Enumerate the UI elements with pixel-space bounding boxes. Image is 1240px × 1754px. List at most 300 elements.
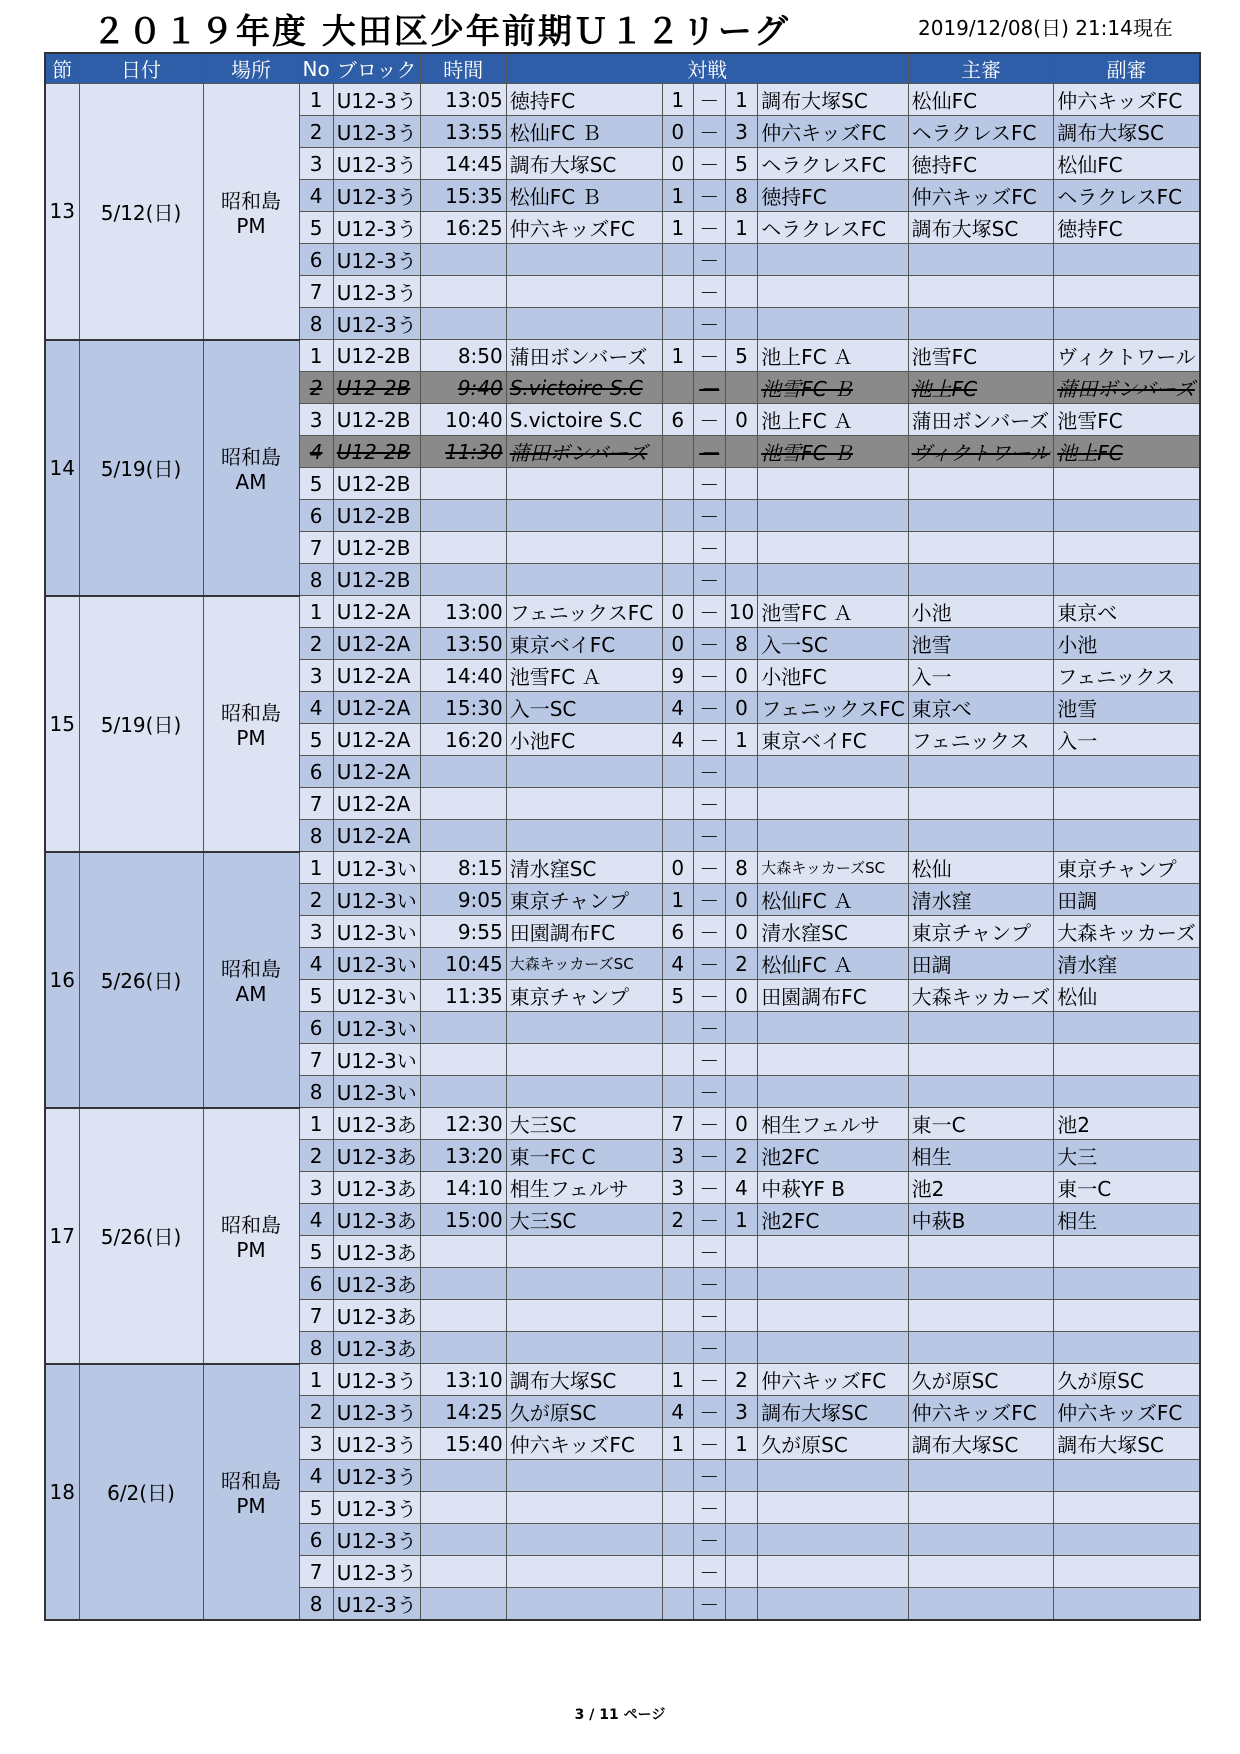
home-team: 東一FC C bbox=[506, 1140, 662, 1172]
col-assistant: 副審 bbox=[1054, 53, 1200, 84]
assistant-referee bbox=[1054, 308, 1200, 340]
away-team: 池雪FC Ｂ bbox=[758, 372, 908, 404]
assistant-referee bbox=[1054, 1012, 1200, 1044]
score-separator: － bbox=[693, 1364, 725, 1396]
home-team: 大三SC bbox=[506, 1108, 662, 1140]
away-team: 調布大塚SC bbox=[758, 1396, 908, 1428]
assistant-referee: 松仙 bbox=[1054, 980, 1200, 1012]
score-separator: － bbox=[693, 1204, 725, 1236]
away-score: 2 bbox=[725, 1140, 757, 1172]
home-score bbox=[662, 1300, 693, 1332]
referee: 入一 bbox=[908, 660, 1054, 692]
round-number: 16 bbox=[45, 852, 79, 1108]
referee bbox=[908, 1268, 1054, 1300]
kickoff-time bbox=[420, 1332, 506, 1364]
assistant-referee bbox=[1054, 788, 1200, 820]
away-score bbox=[725, 756, 757, 788]
block-name: U12-3う bbox=[333, 308, 420, 340]
score-separator: － bbox=[693, 1332, 725, 1364]
kickoff-time bbox=[420, 564, 506, 596]
score-separator: － bbox=[693, 1300, 725, 1332]
kickoff-time: 8:15 bbox=[420, 852, 506, 884]
score-separator: － bbox=[693, 1396, 725, 1428]
home-team bbox=[506, 468, 662, 500]
block-name: U12-3う bbox=[333, 1556, 420, 1588]
home-score bbox=[662, 500, 693, 532]
away-score: 0 bbox=[725, 404, 757, 436]
block-name: U12-2B bbox=[333, 404, 420, 436]
kickoff-time: 10:45 bbox=[420, 948, 506, 980]
match-row bbox=[45, 852, 1200, 884]
col-time: 時間 bbox=[420, 53, 506, 84]
match-no: 1 bbox=[299, 596, 333, 628]
assistant-referee bbox=[1054, 244, 1200, 276]
score-separator: － bbox=[693, 884, 725, 916]
home-team: 相生フェルサ bbox=[506, 1172, 662, 1204]
away-team bbox=[758, 1460, 908, 1492]
score-separator: － bbox=[693, 1236, 725, 1268]
away-team bbox=[758, 1268, 908, 1300]
match-no: 4 bbox=[299, 692, 333, 724]
block-name: U12-2B bbox=[333, 532, 420, 564]
home-team: 松仙FC Ｂ bbox=[506, 116, 662, 148]
assistant-referee: 池2 bbox=[1054, 1108, 1200, 1140]
away-score bbox=[725, 372, 757, 404]
round-venue: 昭和島 PM bbox=[203, 84, 299, 340]
kickoff-time: 10:40 bbox=[420, 404, 506, 436]
block-name: U12-3う bbox=[333, 1428, 420, 1460]
score-separator: － bbox=[693, 532, 725, 564]
round-date: 5/26(日) bbox=[79, 1108, 203, 1364]
home-score: 4 bbox=[662, 948, 693, 980]
home-team bbox=[506, 756, 662, 788]
away-team: 小池FC bbox=[758, 660, 908, 692]
assistant-referee bbox=[1054, 1556, 1200, 1588]
block-name: U12-3あ bbox=[333, 1108, 420, 1140]
away-team bbox=[758, 756, 908, 788]
referee bbox=[908, 564, 1054, 596]
referee: 池雪FC bbox=[908, 340, 1054, 372]
assistant-referee: 田調 bbox=[1054, 884, 1200, 916]
referee bbox=[908, 308, 1054, 340]
home-score: 4 bbox=[662, 1396, 693, 1428]
match-no: 3 bbox=[299, 404, 333, 436]
match-row bbox=[45, 84, 1200, 116]
score-separator: － bbox=[693, 276, 725, 308]
assistant-referee bbox=[1054, 820, 1200, 852]
referee: 調布大塚SC bbox=[908, 1428, 1054, 1460]
away-score bbox=[725, 1012, 757, 1044]
match-no: 2 bbox=[299, 116, 333, 148]
match-no: 7 bbox=[299, 1556, 333, 1588]
kickoff-time: 14:10 bbox=[420, 1172, 506, 1204]
score-separator: － bbox=[693, 596, 725, 628]
kickoff-time bbox=[420, 1460, 506, 1492]
away-score bbox=[725, 788, 757, 820]
score-separator: － bbox=[693, 1524, 725, 1556]
away-team bbox=[758, 1332, 908, 1364]
col-no: No bbox=[299, 53, 333, 84]
away-score: 1 bbox=[725, 84, 757, 116]
match-no: 1 bbox=[299, 852, 333, 884]
kickoff-time bbox=[420, 276, 506, 308]
score-separator: － bbox=[693, 1012, 725, 1044]
kickoff-time bbox=[420, 500, 506, 532]
referee: 松仙FC bbox=[908, 84, 1054, 116]
away-team bbox=[758, 1076, 908, 1108]
home-team bbox=[506, 1492, 662, 1524]
home-score: 7 bbox=[662, 1108, 693, 1140]
match-no: 6 bbox=[299, 1268, 333, 1300]
away-score bbox=[725, 1588, 757, 1621]
match-no: 6 bbox=[299, 244, 333, 276]
block-name: U12-2A bbox=[333, 820, 420, 852]
assistant-referee: 蒲田ボンバーズ bbox=[1054, 372, 1200, 404]
block-name: U12-2A bbox=[333, 756, 420, 788]
away-team: 池雪FC Ｂ bbox=[758, 436, 908, 468]
away-team bbox=[758, 1236, 908, 1268]
block-name: U12-3い bbox=[333, 948, 420, 980]
home-team: 田園調布FC bbox=[506, 916, 662, 948]
round-venue: 昭和島 AM bbox=[203, 852, 299, 1108]
home-score: 2 bbox=[662, 1204, 693, 1236]
assistant-referee: フェニックス bbox=[1054, 660, 1200, 692]
assistant-referee: 入一 bbox=[1054, 724, 1200, 756]
kickoff-time bbox=[420, 1300, 506, 1332]
score-separator: － bbox=[693, 1076, 725, 1108]
referee bbox=[908, 1460, 1054, 1492]
home-team bbox=[506, 276, 662, 308]
score-separator: － bbox=[693, 148, 725, 180]
home-score: 3 bbox=[662, 1172, 693, 1204]
away-score bbox=[725, 308, 757, 340]
away-team bbox=[758, 788, 908, 820]
away-score bbox=[725, 1556, 757, 1588]
block-name: U12-2A bbox=[333, 724, 420, 756]
home-score bbox=[662, 788, 693, 820]
home-score: 0 bbox=[662, 852, 693, 884]
home-team bbox=[506, 788, 662, 820]
updated-timestamp: 2019/12/08(日) 21:14現在 bbox=[918, 16, 1173, 40]
home-score: 0 bbox=[662, 628, 693, 660]
home-team: 入一SC bbox=[506, 692, 662, 724]
home-team: 東京チャンプ bbox=[506, 980, 662, 1012]
block-name: U12-3い bbox=[333, 916, 420, 948]
home-team: 東京ベイFC bbox=[506, 628, 662, 660]
score-separator: － bbox=[693, 1588, 725, 1621]
referee: 田調 bbox=[908, 948, 1054, 980]
score-separator: － bbox=[693, 980, 725, 1012]
match-no: 3 bbox=[299, 660, 333, 692]
block-name: U12-3う bbox=[333, 1492, 420, 1524]
score-separator: － bbox=[693, 436, 725, 468]
home-team bbox=[506, 1012, 662, 1044]
assistant-referee: 仲六キッズFC bbox=[1054, 1396, 1200, 1428]
match-no: 6 bbox=[299, 1524, 333, 1556]
round-venue: 昭和島 PM bbox=[203, 1364, 299, 1621]
block-name: U12-3う bbox=[333, 180, 420, 212]
schedule-table bbox=[44, 52, 1201, 1621]
round-number: 15 bbox=[45, 596, 79, 852]
kickoff-time bbox=[420, 1524, 506, 1556]
assistant-referee bbox=[1054, 1460, 1200, 1492]
match-no: 2 bbox=[299, 372, 333, 404]
score-separator: － bbox=[693, 1460, 725, 1492]
kickoff-time bbox=[420, 1556, 506, 1588]
away-score: 2 bbox=[725, 1364, 757, 1396]
away-score bbox=[725, 1268, 757, 1300]
match-no: 5 bbox=[299, 980, 333, 1012]
referee: ヴィクトワール bbox=[908, 436, 1054, 468]
score-separator: － bbox=[693, 340, 725, 372]
block-name: U12-3あ bbox=[333, 1236, 420, 1268]
referee bbox=[908, 1524, 1054, 1556]
home-score: 4 bbox=[662, 724, 693, 756]
block-name: U12-3う bbox=[333, 212, 420, 244]
away-team: 大森キッカーズSC bbox=[758, 852, 908, 884]
score-separator: － bbox=[693, 948, 725, 980]
kickoff-time: 13:20 bbox=[420, 1140, 506, 1172]
home-score: 0 bbox=[662, 148, 693, 180]
away-team bbox=[758, 820, 908, 852]
home-score bbox=[662, 1076, 693, 1108]
score-separator: － bbox=[693, 724, 725, 756]
home-score: 6 bbox=[662, 404, 693, 436]
kickoff-time bbox=[420, 244, 506, 276]
away-score: 10 bbox=[725, 596, 757, 628]
away-score: 8 bbox=[725, 180, 757, 212]
assistant-referee: 池雪FC bbox=[1054, 404, 1200, 436]
match-no: 4 bbox=[299, 1204, 333, 1236]
match-no: 1 bbox=[299, 340, 333, 372]
score-separator: － bbox=[693, 84, 725, 116]
referee: 相生 bbox=[908, 1140, 1054, 1172]
home-team: 仲六キッズFC bbox=[506, 212, 662, 244]
block-name: U12-2A bbox=[333, 788, 420, 820]
kickoff-time: 8:50 bbox=[420, 340, 506, 372]
round-venue: 昭和島 AM bbox=[203, 340, 299, 596]
away-team: 清水窪SC bbox=[758, 916, 908, 948]
assistant-referee: 久が原SC bbox=[1054, 1364, 1200, 1396]
referee bbox=[908, 756, 1054, 788]
kickoff-time bbox=[420, 532, 506, 564]
home-team: 大森キッカーズSC bbox=[506, 948, 662, 980]
away-score bbox=[725, 1300, 757, 1332]
block-name: U12-3う bbox=[333, 1364, 420, 1396]
home-team: 清水窪SC bbox=[506, 852, 662, 884]
home-team: 小池FC bbox=[506, 724, 662, 756]
block-name: U12-3う bbox=[333, 84, 420, 116]
score-separator: － bbox=[693, 852, 725, 884]
match-no: 3 bbox=[299, 148, 333, 180]
assistant-referee bbox=[1054, 1524, 1200, 1556]
assistant-referee bbox=[1054, 468, 1200, 500]
assistant-referee: ヴィクトワール bbox=[1054, 340, 1200, 372]
home-team: 調布大塚SC bbox=[506, 148, 662, 180]
kickoff-time: 13:05 bbox=[420, 84, 506, 116]
away-score bbox=[725, 1044, 757, 1076]
assistant-referee: ヘラクレスFC bbox=[1054, 180, 1200, 212]
home-team: 蒲田ボンバーズ bbox=[506, 436, 662, 468]
score-separator: － bbox=[693, 500, 725, 532]
match-no: 6 bbox=[299, 1012, 333, 1044]
away-team bbox=[758, 532, 908, 564]
kickoff-time: 9:05 bbox=[420, 884, 506, 916]
kickoff-time bbox=[420, 1236, 506, 1268]
kickoff-time bbox=[420, 756, 506, 788]
away-team: 松仙FC Ａ bbox=[758, 948, 908, 980]
match-no: 7 bbox=[299, 532, 333, 564]
home-team bbox=[506, 1556, 662, 1588]
home-team bbox=[506, 1460, 662, 1492]
home-score bbox=[662, 1492, 693, 1524]
round-date: 6/2(日) bbox=[79, 1364, 203, 1621]
match-no: 6 bbox=[299, 500, 333, 532]
match-no: 2 bbox=[299, 1140, 333, 1172]
match-row bbox=[45, 340, 1200, 372]
away-score: 5 bbox=[725, 340, 757, 372]
home-score: 6 bbox=[662, 916, 693, 948]
score-separator: － bbox=[693, 660, 725, 692]
score-separator: － bbox=[693, 1140, 725, 1172]
col-match: 対戦 bbox=[506, 53, 908, 84]
score-separator: － bbox=[693, 756, 725, 788]
match-row bbox=[45, 1364, 1200, 1396]
home-team bbox=[506, 1332, 662, 1364]
assistant-referee: 東一C bbox=[1054, 1172, 1200, 1204]
home-score: 1 bbox=[662, 340, 693, 372]
referee bbox=[908, 820, 1054, 852]
assistant-referee: 清水窪 bbox=[1054, 948, 1200, 980]
home-score bbox=[662, 564, 693, 596]
score-separator: － bbox=[693, 180, 725, 212]
score-separator: － bbox=[693, 1172, 725, 1204]
block-name: U12-3あ bbox=[333, 1268, 420, 1300]
home-team: 久が原SC bbox=[506, 1396, 662, 1428]
assistant-referee bbox=[1054, 500, 1200, 532]
home-team bbox=[506, 1076, 662, 1108]
home-score: 1 bbox=[662, 1428, 693, 1460]
assistant-referee bbox=[1054, 756, 1200, 788]
kickoff-time: 15:00 bbox=[420, 1204, 506, 1236]
away-team: 池上FC Ａ bbox=[758, 340, 908, 372]
kickoff-time: 11:30 bbox=[420, 436, 506, 468]
away-team: 中萩YF B bbox=[758, 1172, 908, 1204]
page-title: ２０１９年度 大田区少年前期Ｕ１２リーグ bbox=[92, 12, 790, 52]
kickoff-time: 9:55 bbox=[420, 916, 506, 948]
assistant-referee: 仲六キッズFC bbox=[1054, 84, 1200, 116]
away-score: 3 bbox=[725, 116, 757, 148]
referee: 仲六キッズFC bbox=[908, 1396, 1054, 1428]
home-score bbox=[662, 820, 693, 852]
referee bbox=[908, 1588, 1054, 1621]
kickoff-time: 16:20 bbox=[420, 724, 506, 756]
score-separator: － bbox=[693, 692, 725, 724]
kickoff-time: 13:55 bbox=[420, 116, 506, 148]
round-date: 5/19(日) bbox=[79, 596, 203, 852]
block-name: U12-2B bbox=[333, 468, 420, 500]
home-score bbox=[662, 372, 693, 404]
away-team: 田園調布FC bbox=[758, 980, 908, 1012]
away-score: 1 bbox=[725, 724, 757, 756]
home-team: 大三SC bbox=[506, 1204, 662, 1236]
block-name: U12-2A bbox=[333, 628, 420, 660]
score-separator: － bbox=[693, 1044, 725, 1076]
away-score bbox=[725, 276, 757, 308]
assistant-referee: 相生 bbox=[1054, 1204, 1200, 1236]
home-team bbox=[506, 308, 662, 340]
page-number: 3 / 11 ページ bbox=[574, 1707, 666, 1723]
home-team bbox=[506, 532, 662, 564]
kickoff-time: 12:30 bbox=[420, 1108, 506, 1140]
assistant-referee: 松仙FC bbox=[1054, 148, 1200, 180]
home-score bbox=[662, 1044, 693, 1076]
kickoff-time: 13:50 bbox=[420, 628, 506, 660]
away-team bbox=[758, 1044, 908, 1076]
score-separator: － bbox=[693, 820, 725, 852]
away-team bbox=[758, 1300, 908, 1332]
home-team bbox=[506, 500, 662, 532]
round-venue: 昭和島 PM bbox=[203, 1108, 299, 1364]
away-team: 徳持FC bbox=[758, 180, 908, 212]
match-no: 3 bbox=[299, 1172, 333, 1204]
away-score bbox=[725, 1076, 757, 1108]
home-team: S.victoire S.C bbox=[506, 404, 662, 436]
away-score: 5 bbox=[725, 148, 757, 180]
match-no: 5 bbox=[299, 468, 333, 500]
referee: 仲六キッズFC bbox=[908, 180, 1054, 212]
assistant-referee: 大森キッカーズ bbox=[1054, 916, 1200, 948]
score-separator: － bbox=[693, 1428, 725, 1460]
home-team: 松仙FC Ｂ bbox=[506, 180, 662, 212]
referee: 東京べ bbox=[908, 692, 1054, 724]
home-team bbox=[506, 244, 662, 276]
away-team bbox=[758, 1492, 908, 1524]
away-team bbox=[758, 244, 908, 276]
home-score bbox=[662, 1588, 693, 1621]
score-separator: － bbox=[693, 244, 725, 276]
match-no: 7 bbox=[299, 1044, 333, 1076]
home-score bbox=[662, 308, 693, 340]
away-team: 池2FC bbox=[758, 1140, 908, 1172]
block-name: U12-2A bbox=[333, 660, 420, 692]
home-team bbox=[506, 1300, 662, 1332]
kickoff-time: 14:40 bbox=[420, 660, 506, 692]
block-name: U12-3う bbox=[333, 116, 420, 148]
home-team: 徳持FC bbox=[506, 84, 662, 116]
home-score bbox=[662, 1460, 693, 1492]
away-score bbox=[725, 468, 757, 500]
assistant-referee: 東京チャンプ bbox=[1054, 852, 1200, 884]
away-score: 8 bbox=[725, 852, 757, 884]
away-score bbox=[725, 1492, 757, 1524]
away-team bbox=[758, 276, 908, 308]
away-team bbox=[758, 308, 908, 340]
home-score bbox=[662, 1556, 693, 1588]
block-name: U12-3い bbox=[333, 980, 420, 1012]
match-no: 1 bbox=[299, 84, 333, 116]
col-setsu: 節 bbox=[45, 53, 79, 84]
referee: 東一C bbox=[908, 1108, 1054, 1140]
col-place: 場所 bbox=[203, 53, 299, 84]
round-number: 13 bbox=[45, 84, 79, 340]
home-score bbox=[662, 244, 693, 276]
home-team: 東京チャンプ bbox=[506, 884, 662, 916]
score-separator: － bbox=[693, 1268, 725, 1300]
away-score: 0 bbox=[725, 660, 757, 692]
round-number: 18 bbox=[45, 1364, 79, 1621]
away-score bbox=[725, 564, 757, 596]
